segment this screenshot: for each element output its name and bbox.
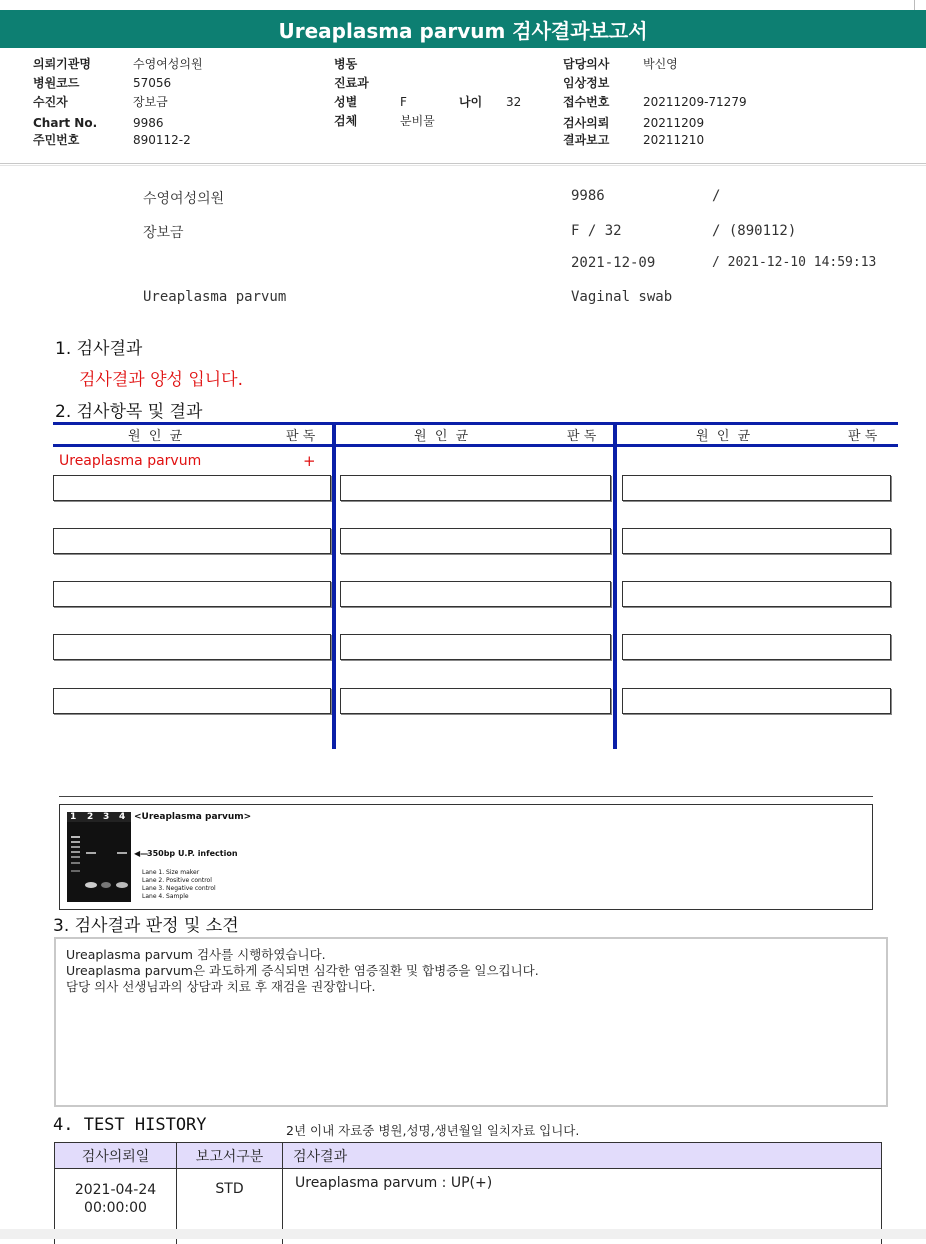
doctor-value: 박신영 [643,57,678,71]
comment-line: 담당 의사 선생님과의 상담과 치료 후 재검을 권장합니다. [66,979,876,995]
result-cell [340,475,611,501]
result-cell [53,528,331,554]
gel-title: <Ureaplasma parvum> [134,812,251,822]
result-cell [340,688,611,714]
page-bottom-edge [0,1229,926,1239]
lane-number: 3 [103,812,109,822]
col-header-judgment: 판 독 [567,425,596,444]
result-cell [622,581,891,607]
section4-title: 4. TEST HISTORY [53,1115,207,1135]
doctor-label: 담당의사 [563,57,609,71]
ward-label: 병동 [334,57,357,71]
summary-patient: 장보금 [143,222,184,242]
patient-value: 장보금 [133,95,168,109]
col-header-pathogen: 원 인 균 [128,425,182,444]
hospital-code-label: 병원코드 [33,76,79,90]
receipt-value: 20211209-71279 [643,95,747,109]
id-value: 890112-2 [133,133,191,147]
arrow-icon: ◀— [134,849,148,858]
summary-institution: 수영여성의원 [143,188,224,208]
specimen-value: 분비물 [400,114,435,128]
request-label: 검사의뢰 [563,116,609,130]
receipt-label: 접수번호 [563,95,609,109]
pathogen-name: Ureaplasma parvum [59,453,201,469]
result-cell [53,581,331,607]
history-header-row [55,1143,882,1169]
col-header-judgment: 판 독 [286,425,315,444]
patient-label: 수진자 [33,95,68,109]
institution-label: 의뢰기관명 [33,57,91,71]
specimen-label: 검체 [334,114,357,128]
history-time: 00:00:00 [56,1199,175,1217]
comment-box [54,937,888,1107]
section3-title: 3. 검사결과 판정 및 소견 [53,911,239,936]
report-title: Ureaplasma parvum 검사결과보고서 [0,10,926,48]
request-value: 20211209 [643,116,704,130]
pathogen-result: + [303,452,316,470]
lane-number: 2 [87,812,93,822]
age-label: 나이 [459,95,482,109]
col-header-pathogen: 원 인 균 [696,425,750,444]
result-cell [622,528,891,554]
section1-title: 1. 검사결과 [55,334,142,359]
summary-sex-age: F / 32 [571,223,622,239]
hospital-code-value: 57056 [133,76,171,90]
history-date: 2021-04-24 [56,1181,175,1199]
dept-label: 진료과 [334,76,369,90]
result-value: 20211210 [643,133,704,147]
result-cell [622,688,891,714]
column-divider [332,422,336,749]
page-border [914,0,915,10]
lane-number: 1 [70,812,76,822]
result-statement: 검사결과 양성 입니다. [79,365,243,390]
history-col-type: 보고서구분 [177,1143,283,1169]
result-cell [53,688,331,714]
result-cell [340,528,611,554]
column-divider [613,422,617,749]
col-header-judgment: 판 독 [848,425,877,444]
chart-value: 9986 [133,116,164,130]
summary-report-datetime: / 2021-12-10 14:59:13 [712,255,876,270]
section2-title: 2. 검사항목 및 결과 [55,397,202,422]
result-cell [622,475,891,501]
summary-birth: / (890112) [712,223,796,239]
col-header-pathogen: 원 인 균 [414,425,468,444]
gel-legend-item: Lane 2. Positive control [142,877,212,884]
result-label: 결과보고 [563,133,609,147]
history-type: STD [177,1169,283,1244]
history-col-result: 검사결과 [283,1143,882,1169]
comment-line: Ureaplasma parvum 검사를 시행하였습니다. [66,947,876,963]
result-cell [340,581,611,607]
divider [0,165,926,166]
clinical-label: 임상정보 [563,76,609,90]
table-header-rule [53,444,898,447]
result-cell [53,634,331,660]
gel-bands [67,812,131,902]
history-result: Ureaplasma parvum : UP(+) [283,1169,882,1244]
summary-test: Ureaplasma parvum [143,289,286,305]
divider [59,796,873,797]
history-col-date: 검사의뢰일 [55,1143,177,1169]
comment-line: Ureaplasma parvum은 과도하게 증식되면 심각한 염증질환 및 합병증을 일으킵니다. [66,963,876,979]
summary-specimen: Vaginal swab [571,289,672,305]
band-label: 350bp U.P. infection [147,849,238,858]
sex-label: 성별 [334,95,357,109]
gel-legend-item: Lane 1. Size maker [142,869,199,876]
gel-image [67,812,131,902]
result-cell [622,634,891,660]
id-label: 주민번호 [33,133,79,147]
chart-label: Chart No. [33,116,97,130]
result-cell [53,475,331,501]
gel-legend-item: Lane 4. Sample [142,893,189,900]
sex-value: F [400,95,407,109]
summary-request-date: 2021-12-09 [571,255,655,271]
summary-slash: / [712,188,720,204]
gel-legend-item: Lane 3. Negative control [142,885,216,892]
summary-chart: 9986 [571,188,605,204]
lane-number: 4 [119,812,125,822]
divider [0,163,926,164]
institution-value: 수영여성의원 [133,57,203,71]
age-value: 32 [506,95,521,109]
result-cell [340,634,611,660]
history-note: 2년 이내 자료중 병원,성명,생년월일 일치자료 입니다. [286,1121,579,1139]
